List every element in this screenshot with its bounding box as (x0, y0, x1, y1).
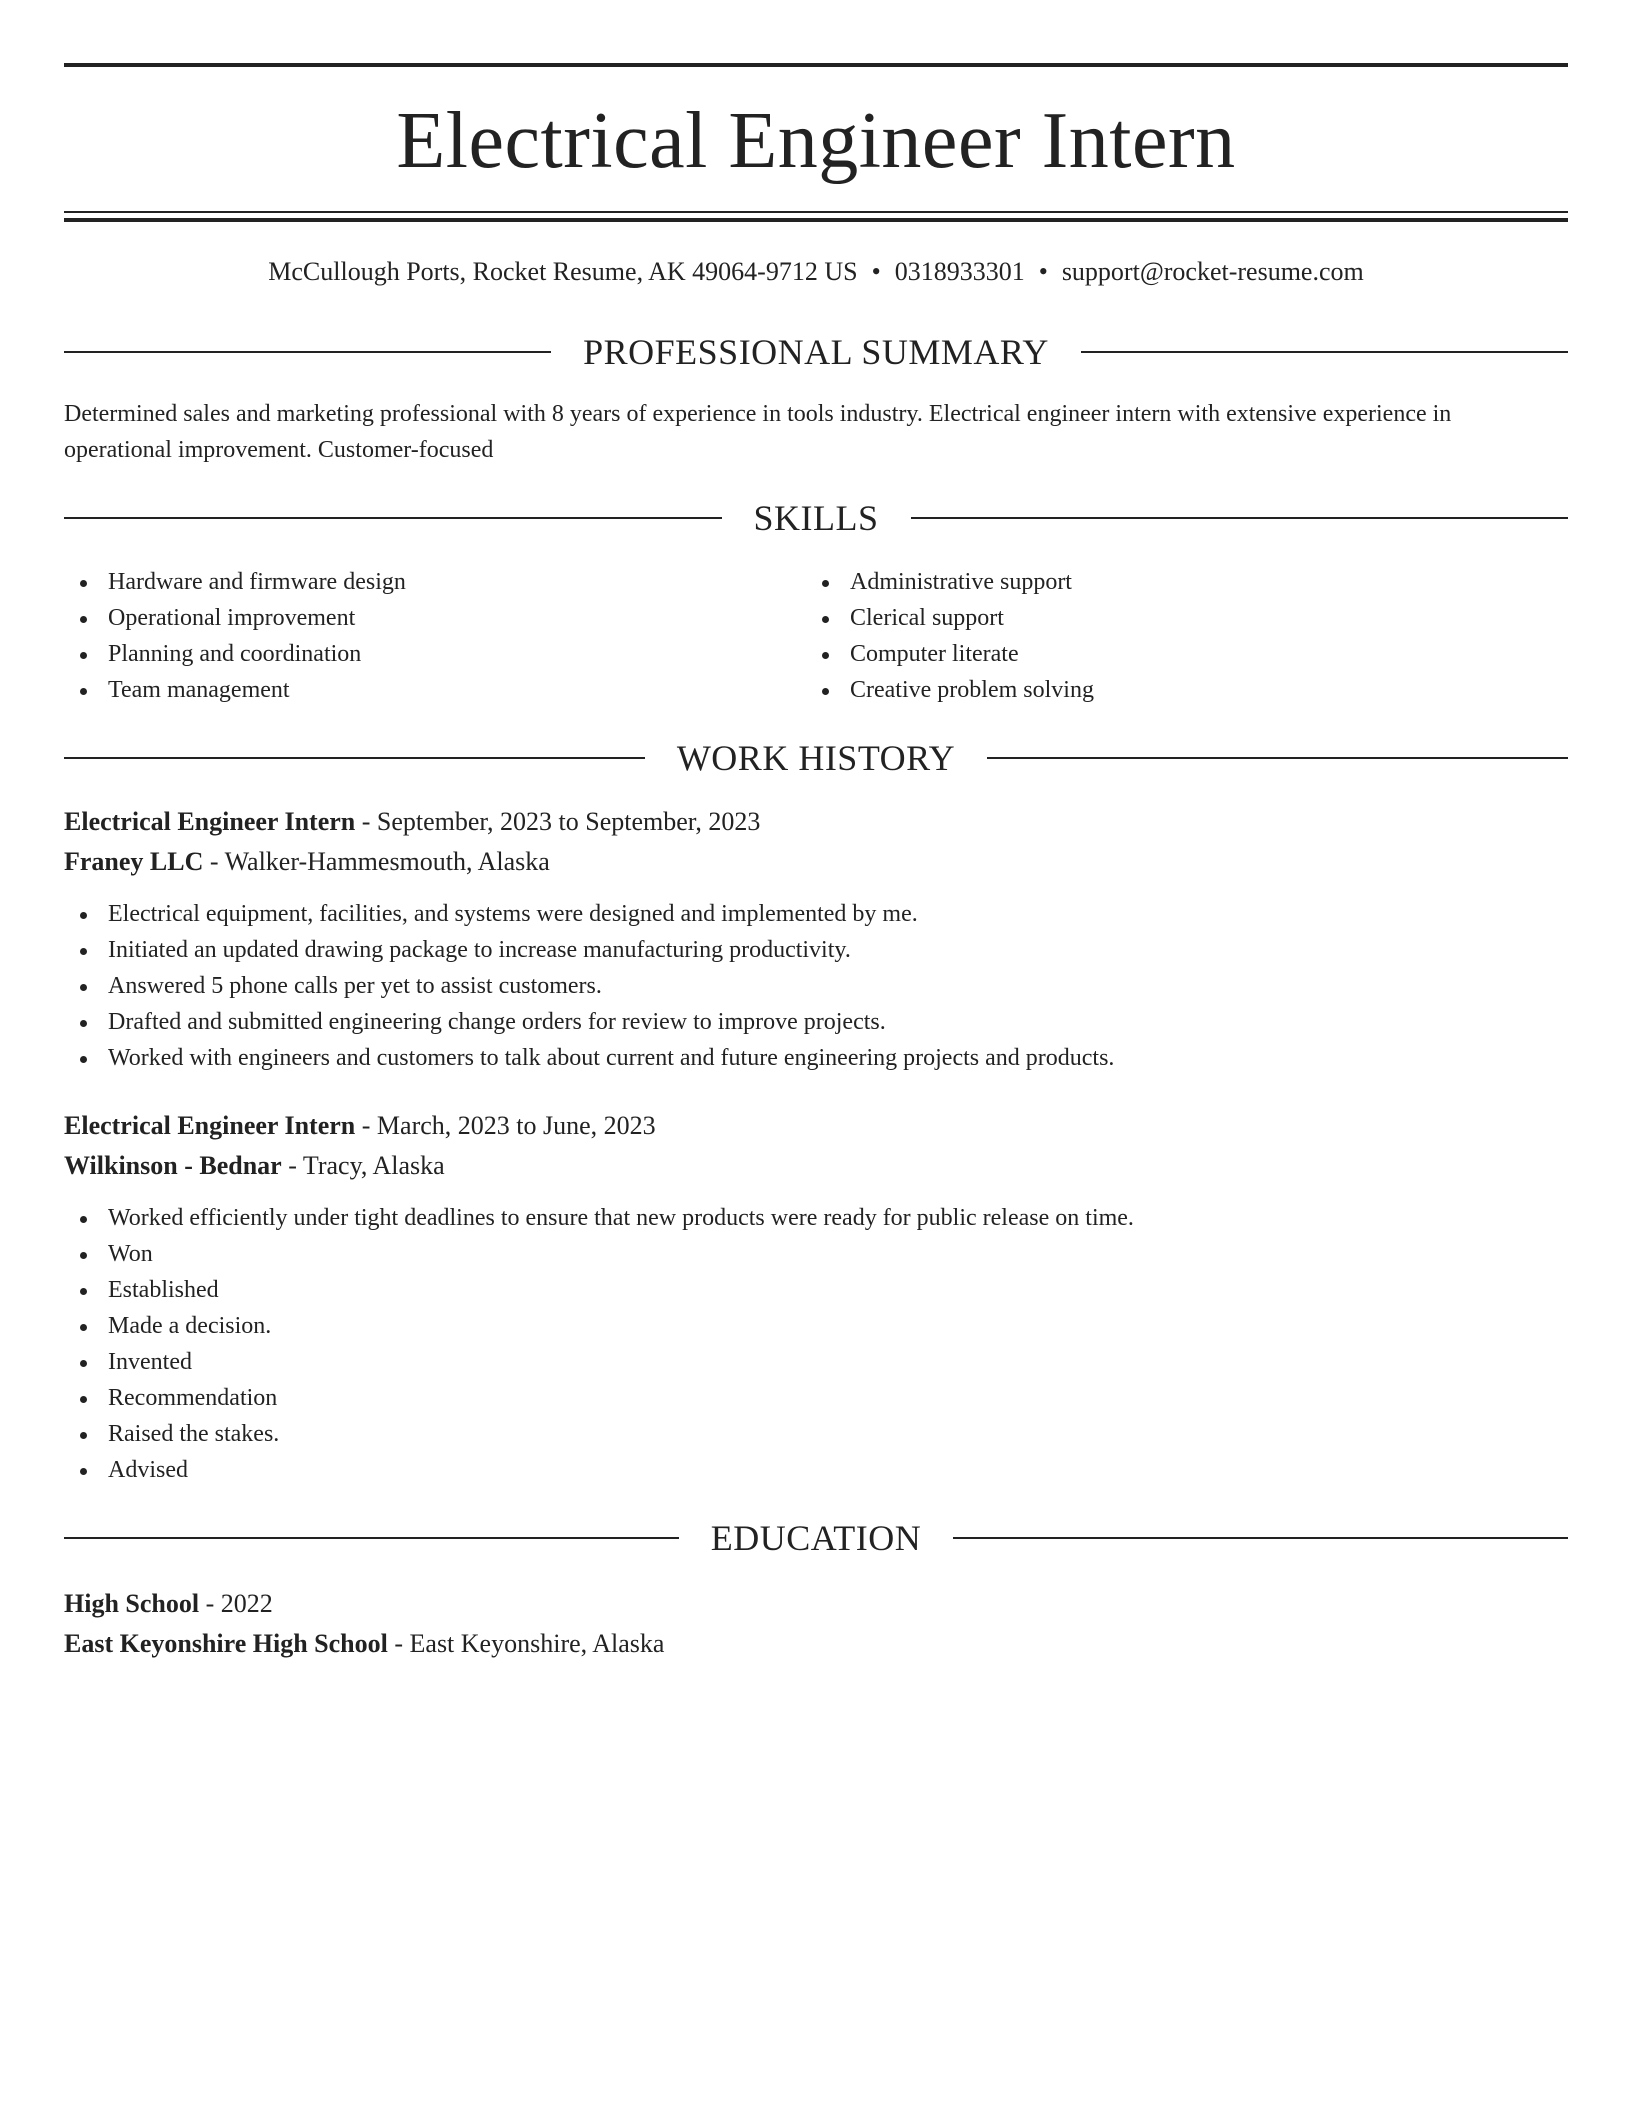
job-bullet: Invented (64, 1344, 1568, 1380)
job-company: Franey LLC (64, 847, 204, 876)
job-bullet-list (64, 896, 1568, 1076)
resume-title: Electrical Engineer Intern (396, 97, 1236, 185)
job-bullet: Won (64, 1236, 1568, 1272)
summary-text: Determined sales and marketing professional with 8 years of experience in tools industry. Electrical engineer intern with extensive experience in operational improvement. Customer-focused (64, 401, 1452, 463)
education-location: - East Keyonshire, Alaska (387, 1629, 665, 1658)
skill-item: Administrative support (806, 564, 1548, 600)
job-title-line (64, 802, 1568, 842)
job-bullet: Worked efficiently under tight deadlines to ensure that new products were ready for public release on time. (64, 1200, 1568, 1236)
job-bullet: Answered 5 phone calls per yet to assist customers. (64, 968, 1568, 1004)
job-bullet: Electrical equipment, facilities, and systems were designed and implemented by me. (64, 896, 1568, 932)
heading-rule-left (64, 757, 645, 759)
job-entry (64, 802, 1568, 1076)
skills-heading-label: SKILLS (753, 498, 879, 538)
education-degree-line (64, 1584, 1568, 1624)
education-degree: High School (64, 1589, 200, 1618)
heading-rule-right (1081, 351, 1568, 353)
skills-list (64, 564, 1568, 708)
contact-separator: • (1038, 257, 1048, 286)
job-entry (64, 1106, 1568, 1488)
heading-rule-left (64, 1537, 679, 1539)
job-company-line (64, 842, 1568, 882)
contact-separator: • (871, 257, 881, 286)
skill-item: Operational improvement (64, 600, 806, 636)
job-dates: - September, 2023 to September, 2023 (355, 807, 761, 836)
job-company: Wilkinson - Bednar (64, 1151, 282, 1180)
job-title: Electrical Engineer Intern (64, 1111, 356, 1140)
job-title-line (64, 1106, 1568, 1146)
skill-item: Hardware and firmware design (64, 564, 806, 600)
summary-heading-label: PROFESSIONAL SUMMARY (583, 332, 1049, 372)
job-location: - Walker-Hammesmouth, Alaska (203, 847, 550, 876)
job-bullet: Worked with engineers and customers to talk about current and future engineering projects and products. (64, 1040, 1568, 1076)
heading-rule-right (987, 757, 1568, 759)
job-bullet: Made a decision. (64, 1308, 1568, 1344)
job-dates: - March, 2023 to June, 2023 (355, 1111, 656, 1140)
skills-column-right (806, 564, 1548, 708)
resume-page (64, 63, 1568, 1664)
contact-line (64, 257, 1568, 287)
job-company-line (64, 1146, 1568, 1186)
skill-item: Creative problem solving (806, 672, 1548, 708)
education-school: East Keyonshire High School (64, 1629, 388, 1658)
education-school-line (64, 1624, 1568, 1664)
education-section-heading (64, 1518, 1568, 1558)
work-section-heading (64, 738, 1568, 778)
job-title: Electrical Engineer Intern (64, 807, 356, 836)
heading-rule-right (911, 517, 1569, 519)
job-bullet: Raised the stakes. (64, 1416, 1568, 1452)
top-rule (64, 63, 1568, 67)
job-location: - Tracy, Alaska (281, 1151, 445, 1180)
contact-phone: 0318933301 (894, 257, 1025, 286)
education-heading-label: EDUCATION (710, 1518, 922, 1558)
work-heading-label: WORK HISTORY (676, 738, 956, 778)
job-bullet: Initiated an updated drawing package to increase manufacturing productivity. (64, 932, 1568, 968)
contact-address: McCullough Ports, Rocket Resume, AK 49064-9712 US (268, 257, 858, 286)
job-bullet: Recommendation (64, 1380, 1568, 1416)
heading-rule-left (64, 351, 551, 353)
education-year: - 2022 (199, 1589, 273, 1618)
job-bullet: Established (64, 1272, 1568, 1308)
skill-item: Computer literate (806, 636, 1548, 672)
skills-column-left (64, 564, 806, 708)
job-bullet: Drafted and submitted engineering change orders for review to improve projects. (64, 1004, 1568, 1040)
heading-rule-right (953, 1537, 1568, 1539)
skill-item: Clerical support (806, 600, 1548, 636)
skill-item: Planning and coordination (64, 636, 806, 672)
skill-item: Team management (64, 672, 806, 708)
heading-rule-left (64, 517, 722, 519)
skills-section-heading (64, 498, 1568, 538)
summary-section-heading (64, 332, 1568, 372)
job-bullet: Advised (64, 1452, 1568, 1488)
title-double-rule (64, 211, 1568, 222)
contact-email: support@rocket-resume.com (1061, 257, 1364, 286)
job-bullet-list (64, 1200, 1568, 1488)
